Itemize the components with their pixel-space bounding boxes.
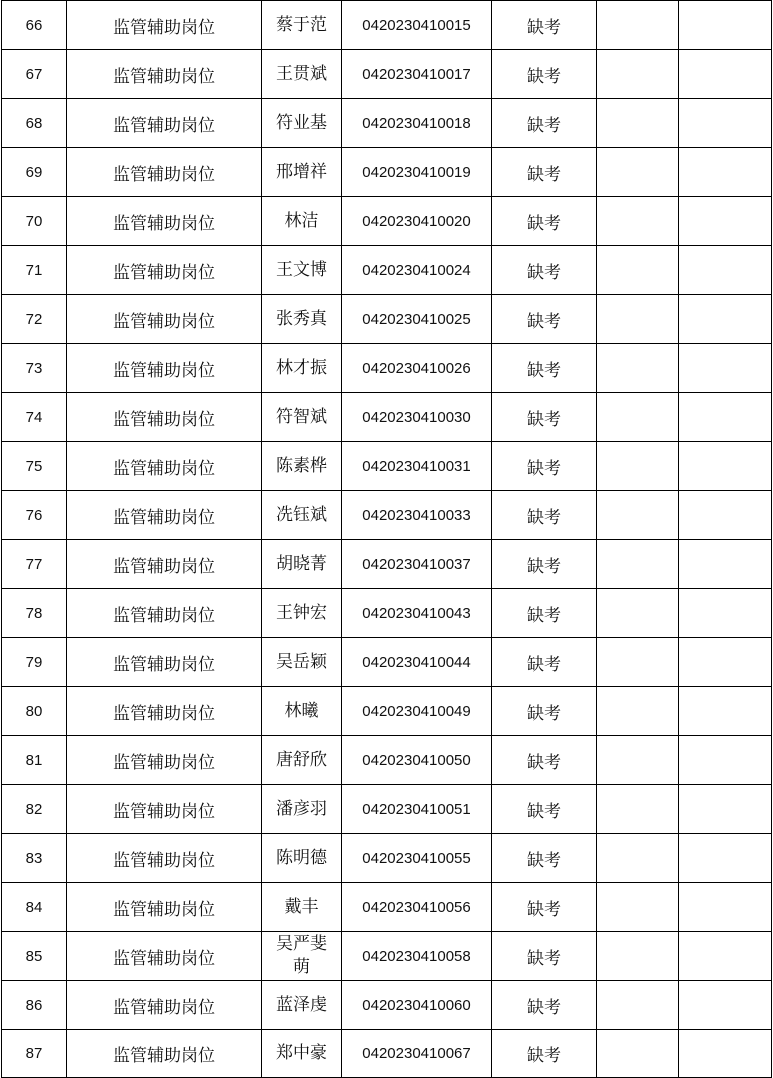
table-row: [2, 344, 772, 393]
candidate-name-text: 符智斌: [276, 406, 327, 427]
position-text: 监管辅助岗位: [113, 997, 215, 1018]
exam-id-text: 0420230410019: [362, 163, 471, 181]
blank-cell: [597, 981, 679, 1030]
candidate-name-text: 胡晓菁: [276, 553, 327, 574]
candidate-name-text: 陈明德: [276, 847, 327, 868]
status-text: 缺考: [527, 948, 561, 969]
position-cell: [67, 442, 262, 491]
candidate-name-text: 冼钰斌: [276, 504, 327, 525]
position-cell: [67, 540, 262, 589]
position-text: 监管辅助岗位: [113, 164, 215, 185]
position-cell: [67, 883, 262, 932]
table-row: [2, 883, 772, 932]
candidate-name-text: 王钟宏: [276, 602, 327, 623]
row-number-text: 82: [25, 800, 43, 818]
row-number-text: 76: [25, 506, 43, 524]
row-number-cell: [2, 589, 67, 638]
status-cell: [492, 883, 597, 932]
position-text: 监管辅助岗位: [113, 752, 215, 773]
status-cell: [492, 50, 597, 99]
position-text: 监管辅助岗位: [113, 899, 215, 920]
row-number-text: 80: [25, 702, 43, 720]
table-row: [2, 540, 772, 589]
status-cell: [492, 246, 597, 295]
candidate-name-text: 林洁: [284, 210, 319, 231]
blank-cell: [679, 99, 772, 148]
row-number-text: 74: [25, 408, 43, 426]
status-text: 缺考: [527, 556, 561, 577]
row-number-cell: [2, 981, 67, 1030]
exam-id-cell: [342, 344, 492, 393]
blank-cell: [597, 834, 679, 883]
exam-id-text: 0420230410017: [362, 65, 471, 83]
status-cell: [492, 148, 597, 197]
table-row: [2, 687, 772, 736]
candidate-name-cell: [262, 589, 342, 638]
blank-cell: [597, 295, 679, 344]
row-number-cell: [2, 246, 67, 295]
status-text: 缺考: [527, 507, 561, 528]
status-cell: [492, 99, 597, 148]
table-row: [2, 148, 772, 197]
candidate-name-cell: [262, 246, 342, 295]
candidate-name-cell: [262, 785, 342, 834]
position-cell: [67, 295, 262, 344]
candidate-name-cell: [262, 344, 342, 393]
row-number-text: 69: [25, 163, 43, 181]
row-number-cell: [2, 785, 67, 834]
position-cell: [67, 687, 262, 736]
status-text: 缺考: [527, 801, 561, 822]
candidate-name-text: 王贯斌: [276, 63, 327, 84]
row-number-text: 72: [25, 310, 43, 328]
status-cell: [492, 1030, 597, 1078]
status-text: 缺考: [527, 360, 561, 381]
position-text: 监管辅助岗位: [113, 801, 215, 822]
blank-cell: [679, 687, 772, 736]
blank-cell: [679, 883, 772, 932]
row-number-text: 81: [25, 751, 43, 769]
status-text: 缺考: [527, 703, 561, 724]
blank-cell: [597, 148, 679, 197]
row-number-cell: [2, 491, 67, 540]
exam-id-cell: [342, 736, 492, 785]
position-cell: [67, 981, 262, 1030]
position-cell: [67, 589, 262, 638]
exam-id-text: 0420230410015: [362, 16, 471, 34]
row-number-cell: [2, 50, 67, 99]
candidate-name-cell: [262, 1, 342, 50]
row-number-text: 84: [25, 898, 43, 916]
status-cell: [492, 540, 597, 589]
candidate-name-text: 林才振: [276, 357, 327, 378]
exam-id-text: 0420230410056: [362, 898, 471, 916]
position-cell: [67, 638, 262, 687]
candidate-name-cell: [262, 981, 342, 1030]
status-cell: [492, 393, 597, 442]
table-row: [2, 197, 772, 246]
status-cell: [492, 589, 597, 638]
row-number-text: 71: [25, 261, 43, 279]
position-text: 监管辅助岗位: [113, 948, 215, 969]
row-number-text: 67: [25, 65, 43, 83]
exam-id-text: 0420230410051: [362, 800, 471, 818]
blank-cell: [679, 785, 772, 834]
table-row: [2, 393, 772, 442]
status-text: 缺考: [527, 115, 561, 136]
exam-id-text: 0420230410067: [362, 1045, 471, 1062]
status-cell: [492, 442, 597, 491]
position-text: 监管辅助岗位: [113, 458, 215, 479]
row-number-cell: [2, 736, 67, 785]
blank-cell: [679, 491, 772, 540]
position-text: 监管辅助岗位: [113, 1046, 215, 1066]
position-cell: [67, 50, 262, 99]
position-text: 监管辅助岗位: [113, 311, 215, 332]
exam-id-cell: [342, 834, 492, 883]
blank-cell: [597, 1030, 679, 1078]
status-cell: [492, 491, 597, 540]
candidate-name-text: 符业基: [276, 112, 327, 133]
blank-cell: [597, 638, 679, 687]
blank-cell: [597, 246, 679, 295]
position-text: 监管辅助岗位: [113, 115, 215, 136]
row-number-text: 70: [25, 212, 43, 230]
status-cell: [492, 932, 597, 981]
blank-cell: [679, 148, 772, 197]
exam-id-cell: [342, 687, 492, 736]
blank-cell: [679, 246, 772, 295]
exam-id-text: 0420230410018: [362, 114, 471, 132]
exam-id-cell: [342, 1, 492, 50]
position-text: 监管辅助岗位: [113, 213, 215, 234]
position-cell: [67, 736, 262, 785]
exam-id-text: 0420230410030: [362, 408, 471, 426]
table-row: [2, 589, 772, 638]
blank-cell: [679, 442, 772, 491]
blank-cell: [679, 1030, 772, 1078]
blank-cell: [679, 295, 772, 344]
status-text: 缺考: [527, 164, 561, 185]
exam-id-cell: [342, 295, 492, 344]
exam-id-text: 0420230410058: [362, 947, 471, 965]
exam-id-text: 0420230410037: [362, 555, 471, 573]
blank-cell: [679, 1, 772, 50]
status-cell: [492, 344, 597, 393]
status-cell: [492, 1, 597, 50]
candidate-name-cell: [262, 932, 342, 981]
row-number-text: 85: [25, 947, 43, 965]
row-number-text: 77: [25, 555, 43, 573]
blank-cell: [679, 834, 772, 883]
candidate-name-text: 蓝泽虔: [276, 994, 327, 1015]
exam-id-text: 0420230410025: [362, 310, 471, 328]
blank-cell: [597, 932, 679, 981]
position-cell: [67, 932, 262, 981]
exam-id-cell: [342, 393, 492, 442]
blank-cell: [597, 589, 679, 638]
position-text: 监管辅助岗位: [113, 654, 215, 675]
exam-id-text: 0420230410050: [362, 751, 471, 769]
status-cell: [492, 295, 597, 344]
row-number-text: 66: [25, 16, 43, 34]
status-text: 缺考: [527, 311, 561, 332]
status-text: 缺考: [527, 17, 561, 38]
position-cell: [67, 834, 262, 883]
row-number-text: 86: [25, 996, 43, 1014]
row-number-text: 79: [25, 653, 43, 671]
row-number-cell: [2, 638, 67, 687]
candidate-name-cell: [262, 638, 342, 687]
status-text: 缺考: [527, 605, 561, 626]
exam-id-cell: [342, 932, 492, 981]
blank-cell: [679, 50, 772, 99]
blank-cell: [597, 785, 679, 834]
status-text: 缺考: [527, 213, 561, 234]
position-cell: [67, 491, 262, 540]
position-text: 监管辅助岗位: [113, 262, 215, 283]
table-row: [2, 785, 772, 834]
candidate-name-text: 唐舒欣: [276, 749, 327, 770]
table-row: [2, 246, 772, 295]
table-body: [2, 1, 772, 1078]
exam-id-text: 0420230410031: [362, 457, 471, 475]
status-text: 缺考: [527, 752, 561, 773]
status-text: 缺考: [527, 409, 561, 430]
candidate-name-cell: [262, 148, 342, 197]
candidate-name-text: 吴岳颖: [276, 651, 327, 672]
candidate-name-text: 潘彦羽: [276, 798, 327, 819]
exam-id-cell: [342, 638, 492, 687]
status-text: 缺考: [527, 850, 561, 871]
exam-id-cell: [342, 785, 492, 834]
blank-cell: [679, 540, 772, 589]
candidate-name-cell: [262, 834, 342, 883]
row-number-cell: [2, 1, 67, 50]
position-text: 监管辅助岗位: [113, 409, 215, 430]
row-number-text: 68: [25, 114, 43, 132]
exam-id-text: 0420230410055: [362, 849, 471, 867]
blank-cell: [679, 589, 772, 638]
exam-id-text: 0420230410044: [362, 653, 471, 671]
candidate-name-cell: [262, 99, 342, 148]
row-number-cell: [2, 295, 67, 344]
position-cell: [67, 393, 262, 442]
position-text: 监管辅助岗位: [113, 703, 215, 724]
status-cell: [492, 785, 597, 834]
status-text: 缺考: [527, 262, 561, 283]
table-row: [2, 491, 772, 540]
table-row: [2, 1030, 772, 1078]
table-row: [2, 932, 772, 981]
table-row: [2, 638, 772, 687]
blank-cell: [679, 197, 772, 246]
candidate-name-cell: [262, 197, 342, 246]
position-text: 监管辅助岗位: [113, 605, 215, 626]
blank-cell: [597, 1, 679, 50]
blank-cell: [679, 393, 772, 442]
position-text: 监管辅助岗位: [113, 507, 215, 528]
row-number-text: 78: [25, 604, 43, 622]
row-number-cell: [2, 148, 67, 197]
exam-id-text: 0420230410049: [362, 702, 471, 720]
exam-id-text: 0420230410060: [362, 996, 471, 1014]
exam-id-cell: [342, 589, 492, 638]
candidate-name-text: 张秀真: [276, 308, 327, 329]
blank-cell: [597, 393, 679, 442]
position-cell: [67, 197, 262, 246]
status-text: 缺考: [527, 997, 561, 1018]
row-number-cell: [2, 1030, 67, 1078]
row-number-cell: [2, 834, 67, 883]
blank-cell: [679, 638, 772, 687]
status-text: 缺考: [527, 66, 561, 87]
blank-cell: [597, 442, 679, 491]
status-cell: [492, 834, 597, 883]
blank-cell: [597, 491, 679, 540]
blank-cell: [597, 50, 679, 99]
exam-id-cell: [342, 50, 492, 99]
exam-id-cell: [342, 540, 492, 589]
row-number-cell: [2, 540, 67, 589]
position-cell: [67, 99, 262, 148]
exam-id-cell: [342, 246, 492, 295]
exam-id-cell: [342, 981, 492, 1030]
exam-id-cell: [342, 491, 492, 540]
row-number-cell: [2, 344, 67, 393]
exam-id-cell: [342, 99, 492, 148]
candidate-name-cell: [262, 687, 342, 736]
exam-id-cell: [342, 197, 492, 246]
status-text: 缺考: [527, 458, 561, 479]
candidate-name-cell: [262, 1030, 342, 1078]
row-number-cell: [2, 687, 67, 736]
exam-id-text: 0420230410020: [362, 212, 471, 230]
exam-id-cell: [342, 148, 492, 197]
row-number-text: 73: [25, 359, 43, 377]
position-text: 监管辅助岗位: [113, 360, 215, 381]
position-cell: [67, 1, 262, 50]
row-number-cell: [2, 99, 67, 148]
blank-cell: [679, 932, 772, 981]
status-cell: [492, 981, 597, 1030]
exam-id-text: 0420230410024: [362, 261, 471, 279]
position-text: 监管辅助岗位: [113, 556, 215, 577]
table-row: [2, 442, 772, 491]
candidate-name-text: 陈素桦: [276, 455, 327, 476]
blank-cell: [679, 344, 772, 393]
row-number-cell: [2, 932, 67, 981]
position-cell: [67, 785, 262, 834]
exam-id-text: 0420230410033: [362, 506, 471, 524]
position-text: 监管辅助岗位: [113, 17, 215, 38]
exam-id-text: 0420230410026: [362, 359, 471, 377]
blank-cell: [597, 736, 679, 785]
candidate-name-cell: [262, 540, 342, 589]
status-cell: [492, 687, 597, 736]
row-number-cell: [2, 393, 67, 442]
candidate-name-cell: [262, 50, 342, 99]
candidate-name-text: 林曦: [284, 700, 319, 721]
position-text: 监管辅助岗位: [113, 850, 215, 871]
candidate-name-cell: [262, 442, 342, 491]
candidate-name-cell: [262, 295, 342, 344]
blank-cell: [597, 197, 679, 246]
blank-cell: [597, 540, 679, 589]
exam-id-cell: [342, 883, 492, 932]
table-row: [2, 50, 772, 99]
position-text: 监管辅助岗位: [113, 66, 215, 87]
row-number-cell: [2, 197, 67, 246]
exam-id-text: 0420230410043: [362, 604, 471, 622]
exam-id-cell: [342, 1030, 492, 1078]
table-row: [2, 981, 772, 1030]
position-cell: [67, 1030, 262, 1078]
blank-cell: [597, 344, 679, 393]
candidate-name-cell: [262, 883, 342, 932]
status-cell: [492, 638, 597, 687]
position-cell: [67, 148, 262, 197]
candidate-name-text: 戴丰: [284, 896, 319, 917]
table-row: [2, 834, 772, 883]
candidate-name-cell: [262, 491, 342, 540]
status-text: 缺考: [527, 899, 561, 920]
status-cell: [492, 197, 597, 246]
candidate-name-text: 邢增祥: [276, 161, 327, 182]
table-row: [2, 295, 772, 344]
blank-cell: [597, 883, 679, 932]
status-text: 缺考: [527, 1046, 561, 1066]
table-row: [2, 1, 772, 50]
blank-cell: [679, 736, 772, 785]
exam-id-cell: [342, 442, 492, 491]
blank-cell: [597, 687, 679, 736]
candidate-name-text: 吴严斐萌: [276, 934, 327, 977]
position-cell: [67, 246, 262, 295]
blank-cell: [597, 99, 679, 148]
position-cell: [67, 344, 262, 393]
table-row: [2, 736, 772, 785]
blank-cell: [679, 981, 772, 1030]
absentee-table: [1, 0, 772, 1078]
candidate-name-text: 王文博: [276, 259, 327, 280]
candidate-name-text: 郑中豪: [276, 1043, 327, 1063]
row-number-cell: [2, 883, 67, 932]
status-text: 缺考: [527, 654, 561, 675]
row-number-text: 83: [25, 849, 43, 867]
candidate-name-cell: [262, 393, 342, 442]
row-number-text: 87: [25, 1045, 43, 1062]
row-number-cell: [2, 442, 67, 491]
candidate-name-text: 蔡于范: [276, 14, 327, 35]
status-cell: [492, 736, 597, 785]
row-number-text: 75: [25, 457, 43, 475]
table-row: [2, 99, 772, 148]
candidate-name-cell: [262, 736, 342, 785]
